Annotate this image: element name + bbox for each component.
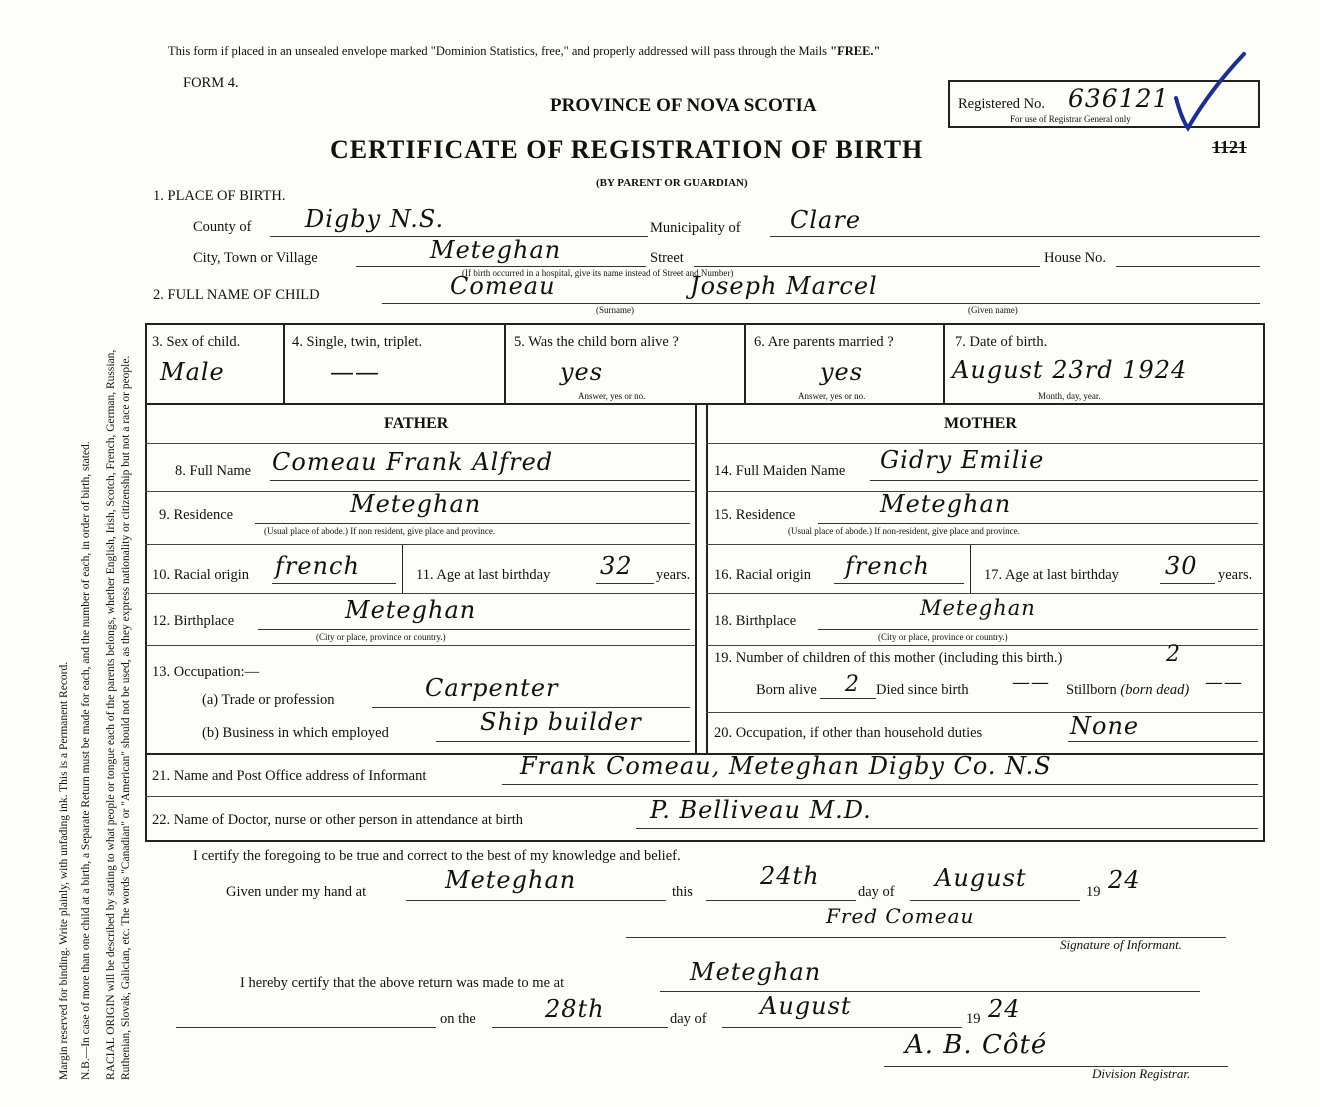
mother-racial-origin-value: french <box>845 552 930 580</box>
father-birthplace-label: 12. Birthplace <box>152 613 235 629</box>
father-age-unit: years. <box>656 567 691 583</box>
page-title: CERTIFICATE OF REGISTRATION OF BIRTH <box>330 135 924 164</box>
father-age-value: 32 <box>600 552 633 580</box>
registrar-year-prefix: 19 <box>966 1011 981 1027</box>
margin-note-1: Margin reserved for binding. Write plainly, with unfading ink. This is a Permanent Record. <box>58 661 70 1080</box>
hospital-note: (If birth occurred in a hospital, give its name instead of Street and Number) <box>462 268 734 278</box>
child-name-label: 2. FULL NAME OF CHILD <box>153 287 320 303</box>
father-residence-caption: (Usual place of abode.) If non resident, give place and province. <box>264 526 496 536</box>
mother-occupation-label: 20. Occupation, if other than household duties <box>714 725 983 741</box>
registrar-signature: A. B. Côté <box>905 1030 1048 1060</box>
father-birthplace-value: Meteghan <box>345 596 477 624</box>
registered-label: Registered No. <box>958 96 1045 112</box>
mother-racial-origin-label: 16. Racial origin <box>714 567 812 583</box>
mother-name-label: 14. Full Maiden Name <box>714 463 846 479</box>
father-name-value: Comeau Frank Alfred <box>272 448 554 476</box>
mother-name-value: Gidry Emilie <box>880 446 1045 474</box>
county-value: Digby N.S. <box>305 205 445 233</box>
sex-value: Male <box>160 358 225 386</box>
municipality-value: Clare <box>790 206 862 234</box>
registrar-on-the-label: on the <box>440 1011 476 1027</box>
child-given-value: Joseph Marcel <box>690 272 878 300</box>
certification-statement: I certify the foregoing to be true and correct to the best of my knowledge and belief. <box>193 848 681 864</box>
child-surname-value: Comeau <box>450 272 556 300</box>
mother-birthplace-label: 18. Birthplace <box>714 613 797 629</box>
certification-day-of-label: day of <box>858 884 895 900</box>
mother-residence-label: 15. Residence <box>714 507 796 523</box>
margin-note-4: Ruthenian, Slovak, Galician, etc. The words "Canadian" or "American" should not be used, as they express nationality or citizenship but not a race or people. <box>120 355 132 1080</box>
informant-label: 21. Name and Post Office address of Informant <box>152 768 427 784</box>
registrar-note: For use of Registrar General only <box>1010 114 1131 124</box>
registrar-day-value: 28th <box>545 995 605 1023</box>
mother-age-label: 17. Age at last birthday <box>984 567 1119 583</box>
date-of-birth-label: 7. Date of birth. <box>955 334 1048 350</box>
born-alive-count-label: Born alive <box>756 682 817 698</box>
father-birthplace-caption: (City or place, province or country.) <box>316 632 446 642</box>
died-since-birth-value: —— <box>1012 672 1050 693</box>
registrar-month-value: August <box>760 992 852 1020</box>
father-heading: FATHER <box>384 415 449 432</box>
children-count-label: 19. Number of children of this mother (including this birth.) <box>714 650 1063 666</box>
mother-occupation-value: None <box>1070 712 1140 740</box>
parents-married-answer: yes <box>820 358 864 386</box>
date-of-birth-value: August 23rd 1924 <box>952 356 1188 384</box>
informant-signature: Fred Comeau <box>826 904 975 928</box>
parents-married-caption: Answer, yes or no. <box>798 391 866 401</box>
father-racial-origin-value: french <box>275 552 360 580</box>
informant-signature-caption: Signature of Informant. <box>1060 937 1182 952</box>
page-subtitle: (BY PARENT OR GUARDIAN) <box>596 177 748 189</box>
mother-age-value: 30 <box>1165 552 1198 580</box>
given-place-value: Meteghan <box>445 866 577 894</box>
died-since-birth-label: Died since birth <box>876 682 969 698</box>
single-twin-value: —— <box>330 358 380 386</box>
born-alive-caption: Answer, yes or no. <box>578 391 646 401</box>
father-racial-origin-label: 10. Racial origin <box>152 567 250 583</box>
parents-married-question: 6. Are parents married ? <box>754 334 894 350</box>
sex-label: 3. Sex of child. <box>152 334 241 350</box>
born-alive-count-value: 2 <box>845 672 860 697</box>
stillborn-value: —— <box>1205 672 1243 693</box>
trade-value: Carpenter <box>425 674 559 702</box>
certification-month-value: August <box>935 864 1027 892</box>
registrar-year-value: 24 <box>988 995 1021 1023</box>
city-label: City, Town or Village <box>193 250 318 266</box>
stamp-number: 1121 <box>1212 137 1248 157</box>
doctor-label: 22. Name of Doctor, nurse or other person in attendance at birth <box>152 812 524 828</box>
mother-residence-caption: (Usual place of abode.) If non-resident, give place and province. <box>788 526 1020 536</box>
mother-heading: MOTHER <box>944 415 1017 432</box>
father-residence-value: Meteghan <box>350 490 482 518</box>
father-occupation-label: 13. Occupation:— <box>152 664 260 680</box>
house-no-label: House No. <box>1044 250 1107 266</box>
mail-notice: This form if placed in an unsealed envelope marked "Dominion Statistics, free," and properly addressed will pass through the Mails "FREE." <box>168 44 881 58</box>
check-mark-icon <box>1170 50 1250 135</box>
surname-caption: (Surname) <box>596 305 634 315</box>
children-count-value: 2 <box>1166 642 1181 667</box>
place-of-birth-label: 1. PLACE OF BIRTH. <box>153 188 286 204</box>
mother-birthplace-value: Meteghan <box>920 596 1036 620</box>
this-label: this <box>672 884 693 900</box>
father-residence-label: 9. Residence <box>159 507 234 523</box>
county-label: County of <box>193 219 252 235</box>
margin-note-2: N.B.—In case of more than one child at a birth, a Separate Return must be made for each, and the number of each, in order of birth, stated. <box>80 441 92 1080</box>
certification-year-value: 24 <box>1108 866 1141 894</box>
father-name-label: 8. Full Name <box>175 463 252 479</box>
province-heading: PROVINCE OF NOVA SCOTIA <box>550 95 817 116</box>
certification-day-value: 24th <box>760 862 820 890</box>
business-value: Ship builder <box>480 708 642 736</box>
registrar-place-value: Meteghan <box>690 958 822 986</box>
single-twin-label: 4. Single, twin, triplet. <box>292 334 423 350</box>
form-number: FORM 4. <box>183 75 239 91</box>
business-label: (b) Business in which employed <box>202 725 389 741</box>
certification-year-prefix: 19 <box>1086 884 1101 900</box>
registrar-statement: I hereby certify that the above return was made to me at <box>240 975 565 991</box>
given-name-caption: (Given name) <box>968 305 1018 315</box>
city-value: Meteghan <box>430 236 562 264</box>
date-of-birth-caption: Month, day, year. <box>1038 391 1101 401</box>
doctor-value: P. Belliveau M.D. <box>650 796 872 824</box>
registrar-day-of-label: day of <box>670 1011 707 1027</box>
trade-label: (a) Trade or profession <box>202 692 335 708</box>
registrar-signature-caption: Division Registrar. <box>1092 1066 1191 1081</box>
informant-value: Frank Comeau, Meteghan Digby Co. N.S <box>520 752 1052 780</box>
mother-birthplace-caption: (City or place, province or country.) <box>878 632 1008 642</box>
street-label: Street <box>650 250 684 266</box>
registered-number: 636121 <box>1068 84 1170 113</box>
born-alive-answer: yes <box>560 358 604 386</box>
given-under-label: Given under my hand at <box>226 884 367 900</box>
mother-residence-value: Meteghan <box>880 490 1012 518</box>
born-alive-question: 5. Was the child born alive ? <box>514 334 679 350</box>
municipality-label: Municipality of <box>650 220 741 236</box>
margin-note-3: RACIAL ORIGIN will be described by stating to what people or tongue each of the parents belongs, whether English, Irish, Scotch, French, German, Russian, <box>105 349 117 1080</box>
stillborn-label: Stillborn (born dead) <box>1066 682 1190 698</box>
father-age-label: 11. Age at last birthday <box>416 567 551 583</box>
mother-age-unit: years. <box>1218 567 1253 583</box>
